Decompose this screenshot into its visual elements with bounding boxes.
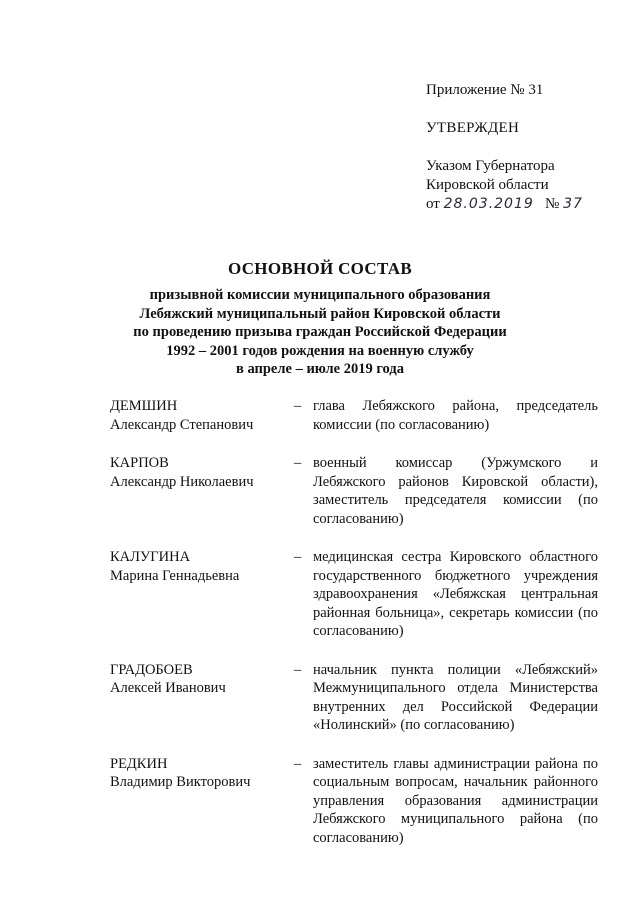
appendix-number: Приложение № 31 — [426, 82, 544, 98]
member-role: военный комиссар (Уржумского и Лебяжского районов Кировской области), заместитель председателя комиссии (по согласованию) — [313, 455, 598, 527]
member-entry — [110, 397, 598, 434]
member-name-block — [110, 454, 290, 491]
member-name-block — [110, 755, 290, 792]
member-role: начальник пункта полиции «Лебяжский» Межмуниципального отдела Министерства внутренних дел Российской Федерации «Нолинский» (по согласованию) — [313, 661, 598, 733]
member-surname: РЕДКИН — [110, 755, 168, 772]
heading-line: в апреле – июле 2019 года — [236, 361, 404, 377]
document-heading — [60, 258, 580, 379]
member-entry — [110, 661, 598, 735]
member-role: медицинская сестра Кировского областного государственного бюджетного учреждения здравоохранения «Лебяжская центральная районная больница», секретарь комиссии (по согласованию) — [313, 549, 598, 639]
member-full-name: Марина Геннадьевна — [110, 567, 240, 584]
member-name-block — [110, 661, 290, 698]
member-full-name: Александр Степанович — [110, 416, 254, 433]
member-full-name: Владимир Викторович — [110, 774, 251, 790]
member-dash: – — [294, 398, 302, 414]
approval-block — [426, 81, 626, 214]
member-entry — [110, 548, 598, 641]
member-dash: – — [294, 661, 302, 678]
member-full-name: Александр Николаевич — [110, 473, 254, 490]
decree-line-2: Кировской области — [426, 177, 549, 193]
handwritten-number: 37 — [563, 196, 583, 212]
handwritten-date: 28.03.2019 — [443, 196, 534, 212]
heading-line: призывной комиссии муниципального образования — [149, 287, 491, 303]
member-surname: ДЕМШИН — [110, 398, 178, 414]
document-title: ОСНОВНОЙ СОСТАВ — [227, 259, 412, 278]
member-role: заместитель главы администрации района по социальным вопросам, начальник районного управления образования администрации Лебяжского муниципального района (по согласованию) — [313, 755, 598, 846]
member-surname: КАРПОВ — [110, 455, 169, 471]
member-entry — [110, 454, 598, 528]
member-name-block — [110, 397, 290, 434]
decree-date-line — [426, 195, 626, 214]
heading-line: по проведению призыва граждан Российской Федерации — [133, 324, 507, 340]
heading-line: Лебяжский муниципальный район Кировской области — [139, 305, 501, 322]
member-surname: ГРАДОБОЕВ — [110, 661, 193, 678]
member-dash: – — [294, 755, 302, 772]
member-surname: КАЛУГИНА — [110, 549, 191, 565]
member-role: глава Лебяжского района, председатель комиссии (по согласованию) — [313, 398, 598, 433]
members-list — [110, 397, 598, 867]
member-full-name: Алексей Иванович — [110, 680, 226, 696]
number-label: № — [545, 196, 560, 212]
member-name-block — [110, 548, 290, 585]
approved-label: УТВЕРЖДЕН — [426, 120, 520, 136]
member-entry — [110, 755, 598, 848]
member-dash: – — [294, 455, 302, 471]
decree-line-1: Указом Губернатора — [426, 158, 555, 174]
heading-line: 1992 – 2001 годов рождения на военную службу — [166, 342, 474, 359]
member-dash: – — [294, 549, 302, 565]
date-prefix: от — [426, 196, 440, 212]
